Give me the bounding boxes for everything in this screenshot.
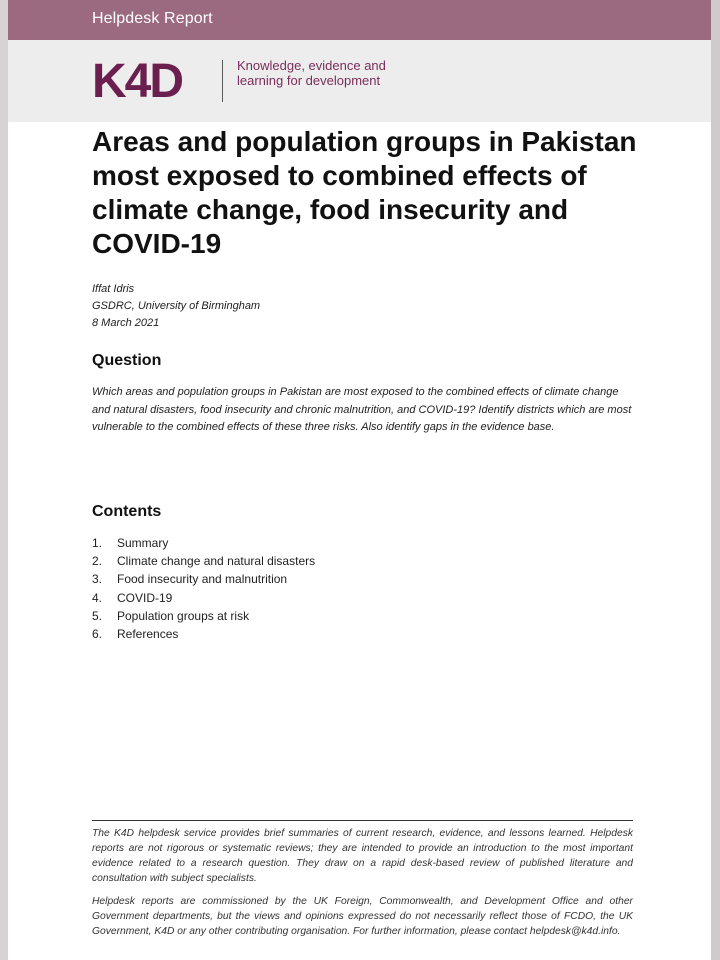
page-frame-left: [0, 0, 8, 960]
brand-header: [8, 40, 711, 122]
report-date: 8 March 2021: [92, 317, 160, 329]
contents-item[interactable]: 2. Climate change and natural disasters: [92, 552, 315, 570]
commission-paragraph: Helpdesk reports are commissioned by the UK Foreign, Commonwealth, and Development Office and other Government departments, but the views and opinions expressed do not necessarily reflect those of FCDO, the UK Government, K4D or any other contributing organisation. For further information, please contact helpdesk@k4d.info.: [92, 896, 633, 937]
contents-heading: Contents: [92, 503, 162, 520]
contents-list: [92, 534, 315, 643]
contents-item-label: COVID-19: [117, 590, 173, 605]
contents-item-label: Food insecurity and malnutrition: [117, 572, 288, 587]
contents-item-label: Climate change and natural disasters: [117, 554, 316, 569]
disclaimer-paragraph: The K4D helpdesk service provides brief summaries of current research, evidence, and lessons learned. Helpdesk reports are not rigorous or systematic reviews; they are intended to provide an introduction to the most important evidence related to a research question. They draw on a rapid desk-based review of published literature and consultation with subject specialists.: [92, 828, 633, 884]
logo-divider: [222, 60, 223, 102]
contents-item-label: References: [117, 627, 179, 642]
footer-divider: [92, 820, 633, 821]
contents-item[interactable]: 4. COVID-19: [92, 589, 315, 607]
author: Iffat Idris: [92, 283, 135, 295]
report-meta: [92, 281, 260, 332]
contents-item[interactable]: 6. References: [92, 625, 315, 643]
affiliation: GSDRC, University of Birmingham: [92, 300, 261, 312]
report-title: Areas and population groups in Pakistan most exposed to combined effects of climate change, food insecurity and COVID-19: [92, 126, 637, 259]
question-text: Which areas and population groups in Pakistan are most exposed to the combined effects of climate change and natural disasters, food insecurity and chronic malnutrition, and COVID-19? Identify districts which are most vulnerable to the combined effects of these three risks. Also identify gaps in the evidence base.: [92, 386, 632, 433]
contents-item[interactable]: 3. Food insecurity and malnutrition: [92, 570, 315, 588]
report-type-banner: [8, 0, 711, 40]
contents-item-label: Summary: [117, 536, 169, 550]
brand-tagline: Knowledge, evidence and learning for development: [237, 58, 386, 88]
contents-item[interactable]: 1. Summary: [92, 534, 315, 552]
contents-item-label: Population groups at risk: [117, 608, 250, 623]
contents-item[interactable]: 5. Population groups at risk: [92, 607, 315, 625]
page-frame-right: [711, 0, 720, 960]
k4d-logo: K4D: [92, 55, 183, 108]
report-type-label: Helpdesk Report: [92, 10, 213, 27]
question-heading: Question: [92, 352, 162, 369]
